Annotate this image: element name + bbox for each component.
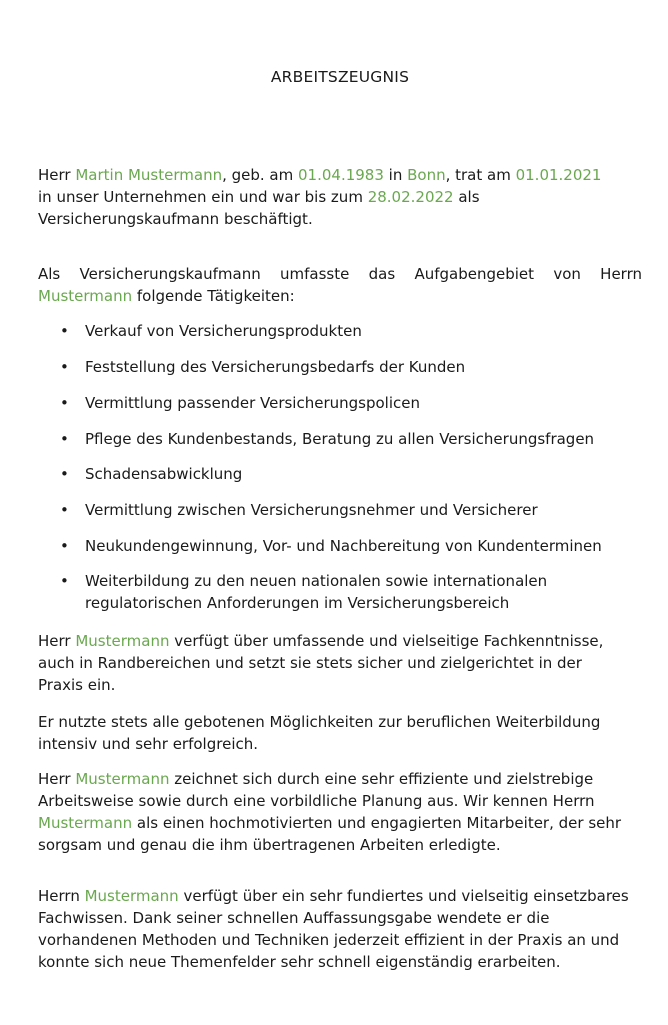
expertise-paragraph — [38, 885, 642, 973]
list-item: • Verkauf von Versicherungsprodukten — [38, 320, 658, 342]
list-item: • Vermittlung zwischen Versicherungsnehmer und Versicherer — [38, 499, 658, 521]
start-date: 01.01.2021 — [515, 166, 602, 184]
intro-text: , geb. am — [222, 166, 298, 184]
expertise-text: verfügt über ein sehr fundiertes und vielseitig einsetzbares Fachwissen. Dank seiner schnellen Auffassungsgabe wendete er die vorhandenen Methoden und Techniken jederzeit effizient in der Praxis an und konnte sich neue Themenfelder sehr schnell eigenständig erarbeiten. — [38, 887, 629, 971]
knowledge-paragraph — [38, 630, 618, 696]
birth-place: Bonn — [407, 166, 446, 184]
knowledge-text: Herr — [38, 632, 76, 650]
work-style-text: zeichnet sich durch eine sehr effiziente und zielstrebige Arbeitsweise sowie durch eine vorbildliche Planung aus. Wir kennen Herrn — [38, 770, 595, 810]
end-date: 28.02.2022 — [367, 188, 454, 206]
employee-surname: Mustermann — [38, 814, 133, 832]
intro-text: , trat am — [445, 166, 516, 184]
expertise-text: Herrn — [38, 887, 85, 905]
training-paragraph: Er nutzte stets alle gebotenen Möglichkeiten zur beruflichen Weiterbildung intensiv und sehr erfolgreich. — [38, 713, 601, 753]
intro-text: in unser Unternehmen ein und war bis zum — [38, 188, 368, 206]
birth-date: 01.04.1983 — [298, 166, 384, 184]
employee-surname: Mustermann — [38, 287, 133, 305]
employee-surname: Mustermann — [75, 770, 170, 788]
tasks-intro-text: Als Versicherungskaufmann umfasste das Aufgabengebiet von Herrn — [38, 265, 642, 283]
intro-text: in — [383, 166, 408, 184]
employee-surname: Mustermann — [75, 632, 170, 650]
task-list — [38, 320, 658, 614]
intro-paragraph — [38, 164, 618, 230]
document-title: ARBEITSZEUGNIS — [270, 68, 410, 86]
work-style-text: als einen hochmotivierten und engagierten Mitarbeiter, der sehr sorgsam und genau die ihm übertragenen Arbeiten erledigte. — [38, 814, 622, 854]
list-item: • Schadensabwicklung — [38, 463, 658, 485]
employee-surname: Mustermann — [84, 887, 179, 905]
tasks-intro-paragraph — [38, 263, 642, 307]
intro-text: als Versicherungskaufmann beschäftigt. — [38, 188, 480, 228]
tasks-intro-text: folgende Tätigkeiten: — [132, 287, 295, 305]
list-item: • Weiterbildung zu den neuen nationalen sowie internationalen regulatorischen Anforderungen im Versicherungsbereich — [38, 570, 585, 614]
work-style-paragraph — [38, 768, 638, 856]
list-item: • Feststellung des Versicherungsbedarfs der Kunden — [38, 356, 658, 378]
list-item: • Pflege des Kundenbestands, Beratung zu allen Versicherungsfragen — [38, 428, 658, 450]
work-style-text: Herr — [38, 770, 76, 788]
list-item: • Vermittlung passender Versicherungspolicen — [38, 392, 658, 414]
employee-name: Martin Mustermann — [75, 166, 223, 184]
knowledge-text: verfügt über umfassende und vielseitige Fachkenntnisse, auch in Randbereichen und setzt sie stets sicher und zielgerichtet in der Praxis ein. — [38, 632, 604, 694]
list-item: • Neukundengewinnung, Vor- und Nachbereitung von Kundenterminen — [38, 535, 658, 557]
intro-text: Herr — [38, 166, 76, 184]
